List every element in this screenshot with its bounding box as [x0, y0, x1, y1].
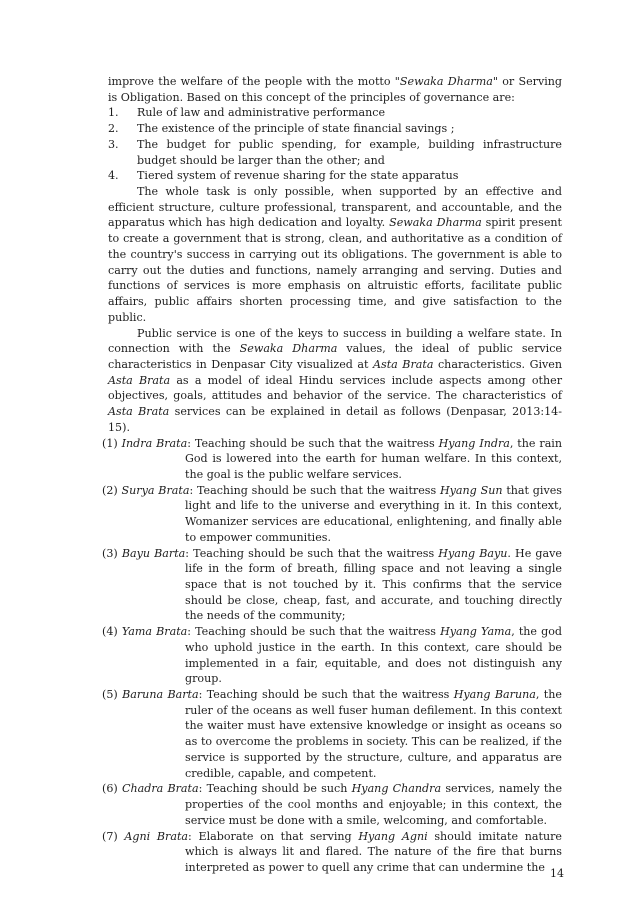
brata-name: Chadra Brata	[121, 782, 199, 796]
paragraph-text: Public service is one of the keys to success in building a welfare state. In connection with the	[108, 326, 562, 356]
brata-name: Yama Brata	[121, 625, 188, 639]
body-paragraph	[108, 184, 562, 325]
italic-term: Asta Brata	[108, 373, 171, 387]
brata-list	[102, 436, 562, 876]
paragraph-text: as a model of ideal Hindu services include aspects among other objectives, goals, attitudes and behavior of the service. The characteristics of	[108, 373, 563, 403]
brata-name: Agni Brata	[124, 829, 189, 843]
brata-item: (4) Yama Brata: Teaching should be such that the waitress Hyang Yama, the god who uphold justice in the earth. In this context, care should be implemented in a fair, equitable, and does not distinguish any group.	[102, 625, 562, 686]
brata-name: Indra Brata	[121, 436, 188, 450]
italic-term: Asta Brata	[373, 357, 434, 371]
list-item	[108, 168, 562, 184]
brata-item: (7) Agni Brata: Elaborate on that serving Hyang Agni should imitate nature which is always lit and flared. The nature of the fire that burns interpreted as power to quell any crime that can undermine the	[102, 829, 562, 874]
motto-text: Sewaka Dharma	[399, 75, 493, 88]
brata-item: (1) Indra Brata: Teaching should be such that the waitress Hyang Indra, the rain God is lowered into the earth for human welfare. In this context, the goal is the public welfare services.	[102, 436, 562, 481]
paragraph-text: The whole task is only possible, when supported by an effective and efficient structure, culture professional, transparent, and accountable, and the apparatus which has high dedication and loyalty.	[108, 185, 562, 230]
list-text: Rule of law and administrative performance	[137, 106, 386, 120]
list-item	[108, 105, 562, 121]
paragraph-text: services can be explained in detail as follows (Denpasar, 2013:14-15).	[108, 405, 562, 434]
list-text: The existence of the principle of state financial savings ;	[137, 122, 455, 136]
list-text: Tiered system of revenue sharing for the state apparatus	[137, 169, 459, 183]
list-number: 2.	[108, 122, 119, 136]
brata-name: Baruna Barta	[122, 688, 199, 702]
italic-term: Sewaka Dharma	[239, 342, 338, 356]
paragraph-text: spirit present to create a government that is strong, clean, and authoritative as a condition of the country's success in carrying out its obligations. The government is able to carry out the duties and functions, namely arranging and serving. Duties and functions of services is more emphasis on altruistic efforts, facilitate public affairs, public affairs shorten processing time, and give satisfaction to the public.	[108, 216, 562, 324]
brata-item: (2) Surya Brata: Teaching should be such that the waitress Hyang Sun that gives light and life to the universe and everything in it. In this context, Womanizer services are educational, enlightening, and finally able to empower communities.	[102, 483, 562, 544]
list-number: 3.	[108, 137, 119, 151]
intro-text-end: " or Serving is Obligation. Based on this concept of the principles of governance are:	[108, 75, 563, 104]
deity-name: Hyang Chandra	[351, 782, 442, 796]
list-text: The budget for public spending, for example, building infrastructure budget should be larger than the other; and	[137, 137, 562, 167]
brata-item: (6) Chadra Brata: Teaching should be such Hyang Chandra services, namely the properties of the cool months and enjoyable; in this context, the service must be done with a smile, welcoming, and comfortable.	[102, 782, 563, 827]
paragraph-text: characteristics. Given	[433, 357, 562, 371]
list-item	[108, 121, 562, 137]
brata-item: (5) Baruna Barta: Teaching should be such that the waitress Hyang Baruna, the ruler of the oceans as well fuser human defilement. In this context the waiter must have extensive knowledge or insight as oceans so as to overcome the problems in society. This can be realized, if the service is supported by the structure, culture, and apparatus are credible, capable, and competent.	[102, 688, 562, 780]
italic-term: Asta Brata	[108, 405, 170, 419]
deity-name: Hyang Baruna	[453, 688, 536, 702]
deity-name: Hyang Yama	[440, 625, 512, 639]
deity-name: Hyang Indra	[438, 436, 510, 450]
list-number: 4.	[108, 169, 119, 183]
italic-term: Sewaka Dharma	[389, 216, 482, 230]
paragraph-text: values, the ideal of public service characteristics in Denpasar City visualized at	[108, 342, 562, 371]
deity-name: Hyang Bayu	[438, 546, 508, 560]
brata-name: Surya Brata	[121, 483, 190, 497]
deity-name: Hyang Agni	[358, 829, 428, 843]
brata-name: Bayu Barta	[121, 546, 186, 560]
brata-item: (3) Bayu Barta: Teaching should be such that the waitress Hyang Bayu. He gave life in the form of breath, filling space and not leaving a single space that is not touched by it. This confirms that the service should be close, cheap, fast, and accurate, and touching directly the needs of the community;	[102, 546, 562, 623]
body-paragraph	[108, 326, 562, 436]
list-number: 1.	[108, 106, 119, 120]
list-item	[108, 137, 562, 168]
principles-list	[108, 105, 562, 184]
intro-text: improve the welfare of the people with the motto "	[108, 75, 400, 88]
page-body	[102, 74, 563, 876]
deity-name: Hyang Sun	[439, 483, 503, 497]
intro-paragraph	[108, 74, 562, 105]
page-number: 14	[550, 867, 564, 880]
